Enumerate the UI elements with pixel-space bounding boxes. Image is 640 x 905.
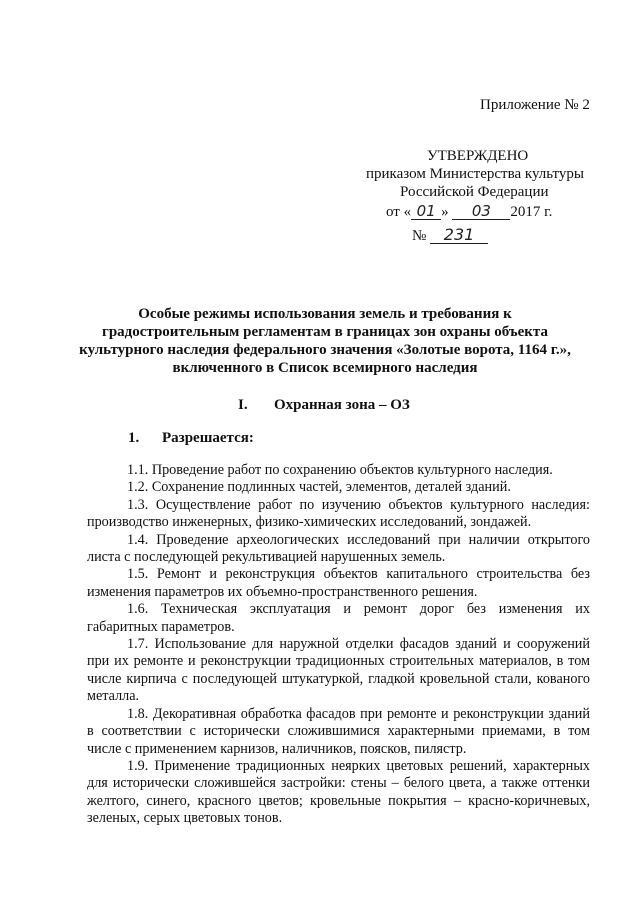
number-prefix: № [412,228,427,244]
list-item: 1.6. Техническая эксплуатация и ремонт дорог без изменения их габаритных параметров. [87,601,590,635]
list-item: 1.8. Декоративная обработка фасадов при ремонте и реконструкции зданий в соответствии с исторически сложившимися характерными приемами, в том числе с применением карнизов, наличников, поясков, пилястр. [87,705,590,757]
title-line-3: культурного наследия федерального значения «Золотые ворота, 1164 г.», [79,342,571,358]
handwritten-day: 01 [411,203,441,220]
date-prefix: от « [386,204,412,220]
list-item: 1.9. Применение традиционных неярких цветовых решений, характерных для исторически сложившейся застройки: стены – белого цвета, а также оттенки желтого, синего, красного цветов; кровельные покрытия – красно-коричневых, зеленых, серых цветовых тонов. [87,757,590,827]
handwritten-number: 231 [430,227,488,244]
section-heading [238,397,410,414]
section-number: I. [238,397,248,413]
title-line-2: градостроительным регламентам в границах зон охраны объекта [102,324,548,340]
subsection-name: Разрешается: [162,430,254,446]
order-date [360,203,590,221]
list-item: 1.7. Использование для наружной отделки фасадов зданий и сооружений при их ремонте и реконструкции традиционных строительных материалов, в том числе кирпича с последующей штукатуркой, гладкой кровельной стали, кованого металла. [87,636,590,705]
item-list [87,462,590,828]
list-item: 1.3. Осуществление работ по изучению объектов культурного наследия: производство инженерных, физико-химических исследований, зондажей. [87,496,590,531]
appendix-label: Приложение № 2 [480,97,590,113]
list-item: 1.4. Проведение археологических исследований при наличии открытого листа с последующей рекультивацией нарушенных земель. [87,531,590,566]
order-line: приказом Министерства культуры [366,166,584,182]
subsection-number: 1. [128,430,140,446]
document-title [60,305,590,377]
handwritten-month: 03 [452,203,510,220]
ministry-line: Российской Федерации [400,184,549,200]
date-year: 2017 г. [510,204,553,220]
approval-block [360,147,590,245]
subsection-heading [128,430,254,447]
title-line-4: включенного в Список всемирного наследия [172,360,478,376]
title-line-1: Особые режимы использования земель и требования к [138,306,512,322]
list-item: 1.1. Проведение работ по сохранению объектов культурного наследия. [127,462,553,478]
section-name: Охранная зона – ОЗ [274,397,410,413]
approved-label: УТВЕРЖДЕНО [427,148,529,164]
list-item: 1.5. Ремонт и реконструкция объектов капитального строительства без изменения параметров их объемно-пространственного решения. [87,566,590,600]
list-item: 1.2. Сохранение подлинных частей, элементов, деталей зданий. [127,479,511,496]
order-number [360,227,590,245]
date-mid: » [441,204,449,220]
